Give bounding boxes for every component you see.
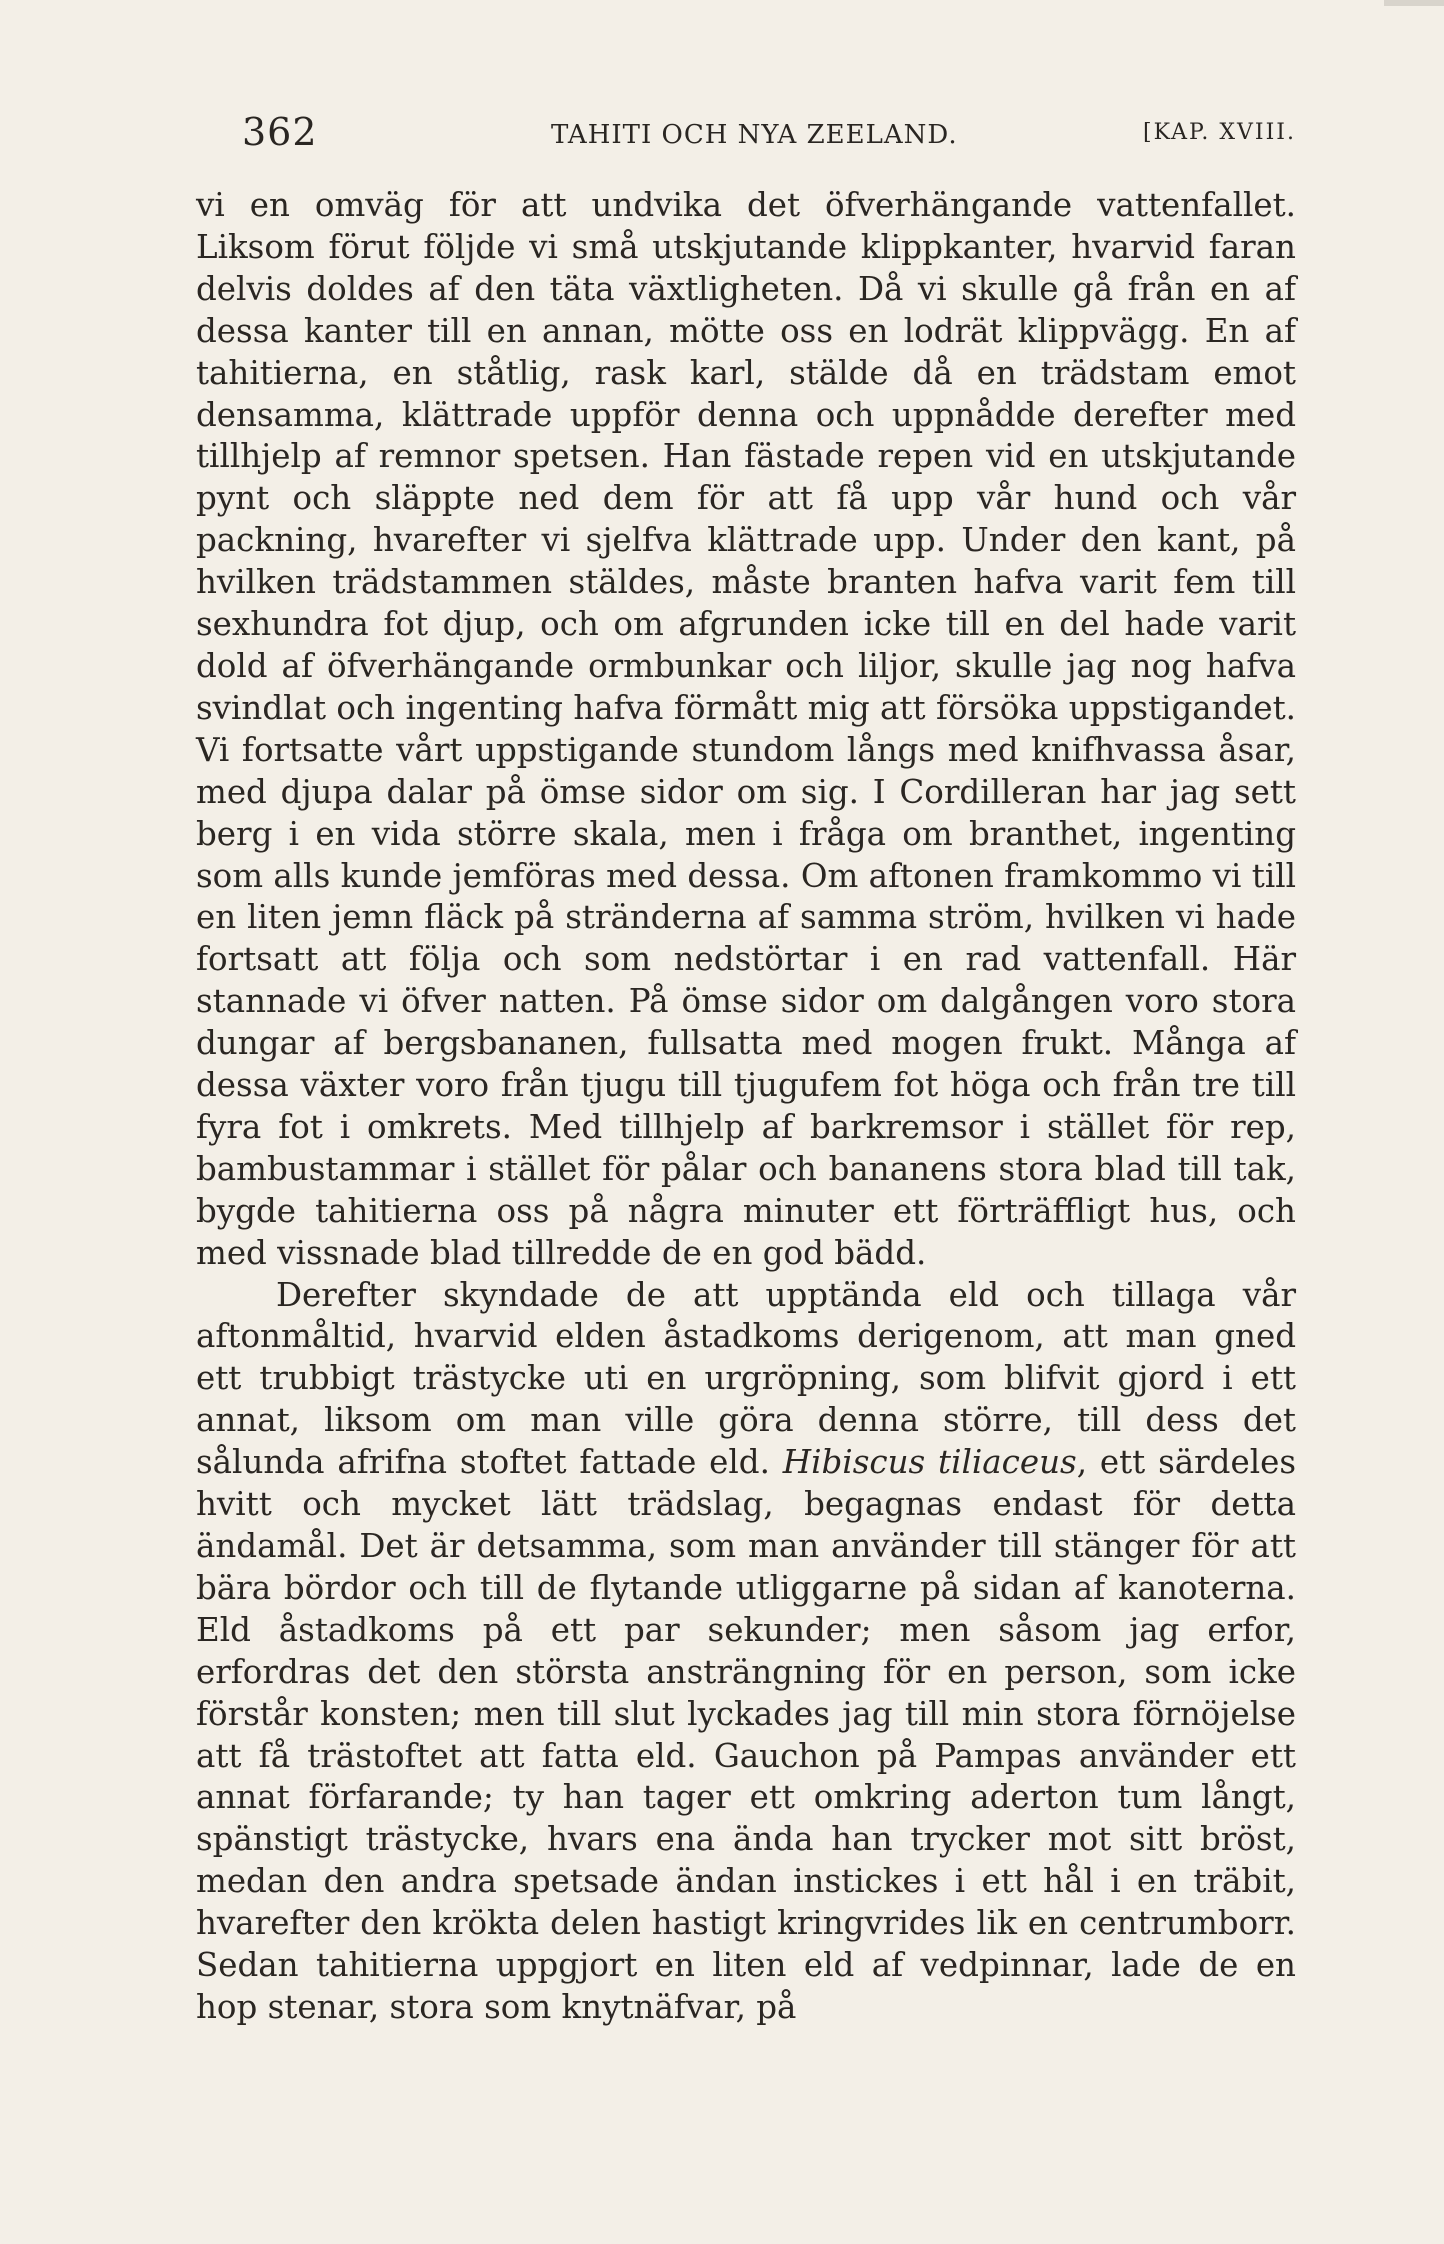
page-edge-mark bbox=[1384, 0, 1444, 6]
paragraph-2 bbox=[196, 1275, 1296, 2029]
running-title: TAHITI OCH NYA ZEELAND. bbox=[551, 120, 958, 150]
running-header bbox=[196, 110, 1296, 170]
species-name: Hibiscus tiliaceus bbox=[782, 1443, 1077, 1482]
body-text bbox=[196, 185, 1296, 2029]
page-number: 362 bbox=[242, 110, 318, 154]
paragraph-2-text-after: , ett särdeles hvitt och mycket lätt trädslag, begagnas endast för detta ändamål. Det är detsamma, som man använder till stänger för att bära bördor och till de flytande utliggarne på sidan af kanoterna. Eld åstadkoms på ett par sekunder; men såsom jag erfor, erfordras det den största ansträngning för en person, som icke förstår konsten; men till slut lyckades jag till min stora förnöjelse att få trästoftet att fatta eld. Gauchon på Pampas använder ett annat förfarande; ty han tager ett omkring aderton tum långt, spänstigt trästycke, hvars ena ända han trycker mot sitt bröst, medan den andra spetsade ändan instickes i ett hål i en träbit, hvarefter den krökta delen hastigt kringvrides lik en centrumborr. Sedan tahitierna uppgjort en liten eld af vedpinnar, lade de en hop stenar, stora som knytnäfvar, på bbox=[196, 1443, 1297, 2026]
paragraph-2-text-before: Derefter skyndade de att upptända eld och tillaga vår aftonmåltid, hvarvid elden åstadkoms derigenom, att man gned ett trubbigt trästycke uti en urgröpning, som blifvit gjord i ett annat, liksom om man ville göra denna större, till dess det sålunda afrifna stoftet fattade eld. bbox=[196, 1275, 1296, 1482]
paragraph-1: vi en omväg för att undvika det öfverhängande vattenfallet. Liksom förut följde vi små utskjutande klippkanter, hvarvid faran delvis doldes af den täta växtligheten. Då vi skulle gå från en af dessa kanter till en annan, mötte oss en lodrät klippvägg. En af tahitierna, en ståtlig, rask karl, stälde då en trädstam emot densamma, klättrade uppför denna och uppnådde derefter med tillhjelp af remnor spetsen. Han fästade repen vid en utskjutande pynt och släppte ned dem för att få upp vår hund och vår packning, hvarefter vi sjelfva klättrade upp. Under den kant, på hvilken trädstammen stäldes, måste branten hafva varit fem till sexhundra fot djup, och om afgrunden icke till en del hade varit dold af öfverhängande ormbunkar och liljor, skulle jag nog hafva svindlat och ingenting hafva förmått mig att försöka uppstigandet. Vi fortsatte vårt uppstigande stundom långs med knifhvassa åsar, med djupa dalar på ömse sidor om sig. I Cordilleran har jag sett berg i en vida större skala, men i fråga om branthet, ingenting som alls kunde jemföras med dessa. Om aftonen framkommo vi till en liten jemn fläck på stränderna af samma ström, hvilken vi hade fortsatt att följa och som nedstörtar i en rad vattenfall. Här stannade vi öfver natten. På ömse sidor om dalgången voro stora dungar af bergsbananen, fullsatta med mogen frukt. Många af dessa växter voro från tjugu till tjugufem fot höga och från tre till fyra fot i omkrets. Med tillhjelp af barkremsor i stället för rep, bambustammar i stället för pålar och bananens stora blad till tak, bygde tahitierna oss på några minuter ett förträffligt hus, och med vissnade blad tillredde de en god bädd. bbox=[196, 186, 1296, 1272]
chapter-reference: [KAP. XVIII. bbox=[1143, 120, 1296, 145]
